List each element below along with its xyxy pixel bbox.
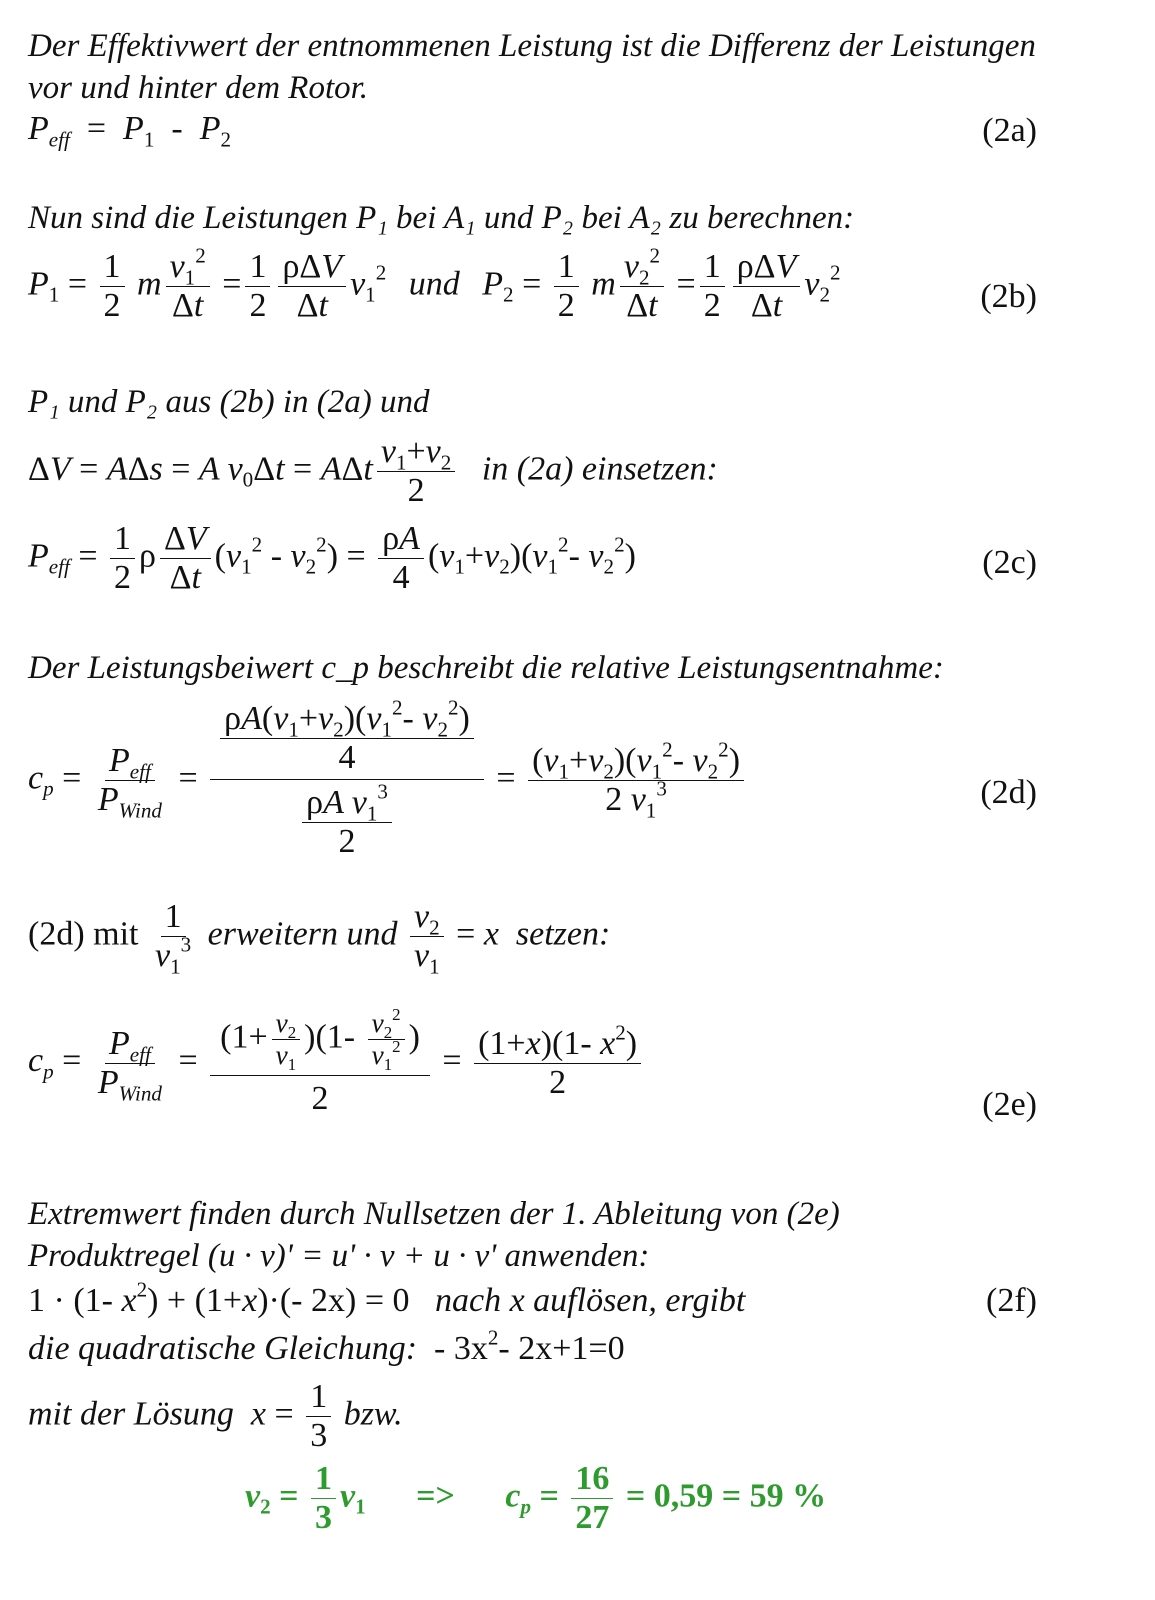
text-bzw: bzw. (343, 1395, 403, 1433)
intro-line-2: vor und hinter dem Rotor. (28, 70, 369, 106)
text-expand-prefix: (2d) mit (28, 915, 139, 953)
text-product-rule: Produktregel (u · v)' = u' · v + u · v' anwenden: (28, 1238, 650, 1274)
text-extremum: Extremwert finden durch Nullsetzen der 1. Ableitung von (2e) (28, 1196, 840, 1232)
result-arrow: => (416, 1477, 455, 1515)
text-insert: P₁ und P₂ aus (2b) in (2a) und (28, 384, 430, 420)
equation-delta-v: ΔV = AΔs = A $v_0\Delta t = A\Delta t$ $\frac{v_1+v_2}{2}$ in (2a) einsetzen: (28, 433, 718, 509)
equation-number-2e: (2e) (982, 1086, 1037, 1123)
text-solution: mit der Lösung (28, 1395, 234, 1433)
result-value: = 0,59 = 59 % (625, 1477, 827, 1515)
equation-number-2d: (2d) (980, 774, 1037, 811)
text-einsetzen: in (2a) einsetzen: (481, 450, 718, 488)
equation-2b: $P_1$ = $\frac{1}{2}$ m $\frac{v_1^2}{\Delta t}$ = $\frac{1}{2}$ $\frac{\text{ρΔV}}{\Delta t}$ $v_1^2$ und $P_2$ = $\frac{1}{2}$ m $\frac{v_2^2}{\Delta t}$ = $\frac{1}{2}$ $\frac{\text{ρΔV}}{\Delta t}$ $v_2^2$ (28, 243, 841, 324)
equation-number-2c: (2c) (982, 544, 1037, 581)
equation-solution: mit der Lösung x = $\frac{1}{3}$ bzw. (28, 1378, 403, 1454)
text-quadratic: die quadratische Gleichung: (28, 1330, 418, 1367)
equation-derivative: 1 · (1- $x^2) + (1+x)\cdot(-$ 2x) = 0 nach x auflösen, ergibt (28, 1277, 746, 1319)
intro-line-1: Der Effektivwert der entnommenen Leistung ist die Differenz der Leistungen (28, 28, 1036, 64)
text-power-coefficient: Der Leistungsbeiwert c_p beschreibt die relative Leistungsentnahme: (28, 650, 944, 686)
equation-quadratic: die quadratische Gleichung: - $3x^2-$ 2x+1=0 (28, 1325, 625, 1367)
joiner-und: und (408, 265, 460, 303)
text-compute-powers: Nun sind die Leistungen P₁ bei A₁ und P₂ bei A₂ zu berechnen: (28, 200, 855, 236)
equation-2d: $c_p$ = $\frac{P_{eff}}{P_{Wind}}$ = $\frac{\frac{\rho A(v_1+v_2)(v_1^2- v_2^2)}{4}}{\frac{\rho A v_1^3}{2}}$ = $\frac{(v_1+v_2)(v_1^2- v_2^2)}{2 v_1^3}$ (28, 702, 748, 859)
text-expand-suffix: setzen: (515, 915, 611, 953)
equation-2a: $P_{eff} = P_1 - P_2$ (28, 110, 232, 152)
equation-number-2b: (2b) (980, 278, 1037, 315)
text-expand: (2d) mit $\frac{1}{v_1^3}$ erweitern und $\frac{v_2}{v_1}$ = x setzen: (28, 898, 611, 979)
equation-2c: $P_{eff}$ = $\frac{1}{2}$ ρ $\frac{\Delta V}{\Delta t}$ $(v_1^2 - v_2^2)$ = $\frac{\rho A}{4}$ $(v_1+v_2)(v_1^2-$ $v_2^2$) (28, 520, 636, 596)
equation-2e: $c_p$ = $\frac{P_{eff}}{P_{Wind}}$ = (1+ $\frac{v_2}{v_1}$ )(1- $\frac{v_2^2}{v_1^2}$ ) 2 = $\frac{(1+x)(1- x^2)}{2}$ (28, 1010, 645, 1116)
text-solve-for-x: nach x auflösen, ergibt (435, 1282, 746, 1319)
text-expand-middle: erweitern und (207, 915, 398, 953)
result-line: $v_2$ = $\frac{1}{3}$ $v_1 => c_p$ = $\frac{16}{27}$ = 0,59 = 59 % (245, 1460, 827, 1536)
equation-number-2f: (2f) (986, 1282, 1037, 1319)
equation-number-2a: (2a) (982, 112, 1037, 149)
